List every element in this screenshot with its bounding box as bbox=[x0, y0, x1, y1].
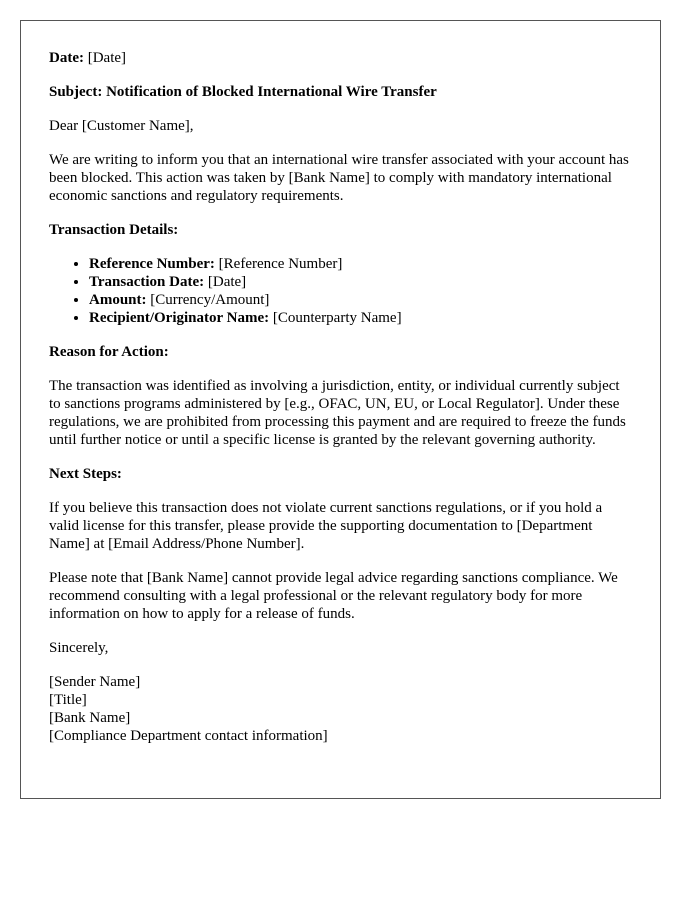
sender-name: [Sender Name] bbox=[49, 674, 141, 690]
sender-title: [Title] bbox=[49, 692, 87, 708]
signature-block bbox=[49, 673, 634, 745]
details-heading: Transaction Details: bbox=[49, 222, 179, 238]
list-item: • Recipient/Originator Name: [Counterparty Name] bbox=[89, 309, 634, 327]
date-line: Date: [Date] bbox=[49, 50, 127, 66]
closing: Sincerely, bbox=[49, 640, 109, 656]
next-steps-heading: Next Steps: bbox=[49, 466, 122, 482]
reason-paragraph: The transaction was identified as involving a jurisdiction, entity, or individual currently subject to sanctions programs administered by [e.g., OFAC, UN, EU, or Local Regulator]. Under these regulations, we are prohibited from processing this payment and are required to freeze the funds until further notice or until a specific license is granted by the relevant governing authority. bbox=[49, 378, 626, 448]
next-steps-paragraph: If you believe this transaction does not violate current sanctions regulations, or if you hold a valid license for this transfer, please provide the supporting documentation to [Department Name] at [Email Address/Phone Number]. bbox=[49, 500, 603, 552]
salutation: Dear [Customer Name], bbox=[49, 118, 194, 134]
subject-line: Subject: Notification of Blocked International Wire Transfer bbox=[49, 84, 437, 100]
list-item: • Amount: [Currency/Amount] bbox=[89, 291, 634, 309]
reason-heading: Reason for Action: bbox=[49, 344, 169, 360]
contact-info: [Compliance Department contact information] bbox=[49, 728, 328, 744]
bank-name: [Bank Name] bbox=[49, 710, 131, 726]
details-list bbox=[49, 255, 634, 327]
list-item: • Reference Number: [Reference Number] bbox=[89, 255, 634, 273]
intro-paragraph: We are writing to inform you that an international wire transfer associated with your account has been blocked. This action was taken by [Bank Name] to comply with mandatory international economic sanctions and regulatory requirements. bbox=[49, 152, 629, 204]
list-item: • Transaction Date: [Date] bbox=[89, 273, 634, 291]
disclaimer-paragraph: Please note that [Bank Name] cannot provide legal advice regarding sanctions compliance. We recommend consulting with a legal professional or the relevant regulatory body for more information on how to apply for a release of funds. bbox=[49, 570, 618, 622]
letter bbox=[20, 20, 661, 799]
